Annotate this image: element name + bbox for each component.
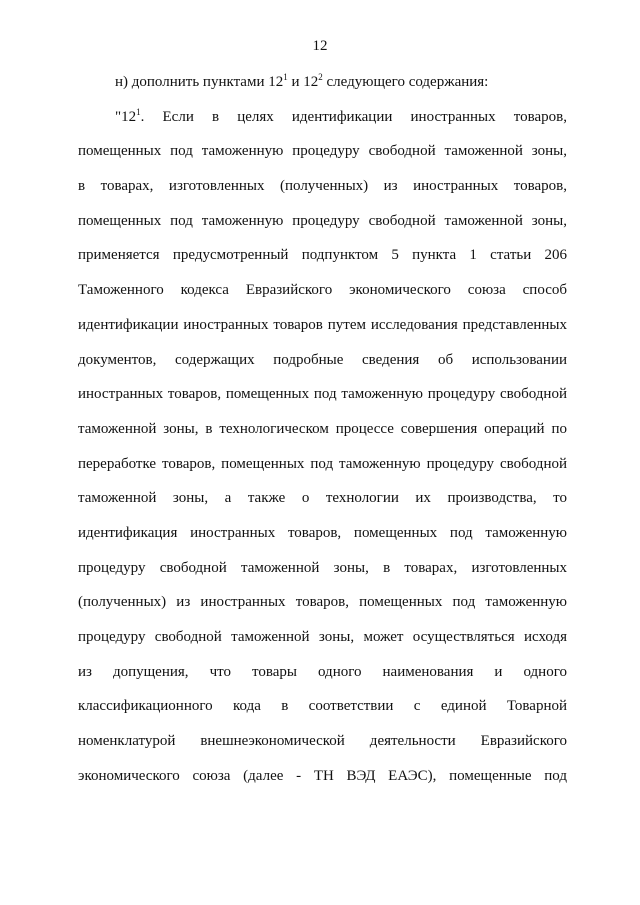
text-line: идентификации иностранных товаров путем исследования представленных — [78, 316, 567, 333]
intro-middle: и 12 — [287, 74, 319, 90]
text-line: номенклатурой внешнеэкономической деятельности Евразийского — [78, 733, 567, 750]
text-line: иностранных товаров, помещенных под таможенную процедуру свободной — [78, 386, 567, 403]
clause-number-sup: 1 — [136, 106, 141, 117]
text-line: процедуру свободной таможенной зоны, в товарах, изготовленных — [78, 559, 567, 576]
first-line-rest: . Если в целях идентификации иностранных товаров, — [140, 108, 567, 125]
paragraph-first-line — [78, 107, 567, 142]
body-text — [78, 72, 567, 800]
text-line: помещенных под таможенную процедуру свободной таможенной зоны, — [78, 212, 567, 229]
text-line: переработке товаров, помещенных под таможенную процедуру свободной — [78, 455, 567, 472]
text-line: классификационного кода в соответствии с единой Товарной — [78, 698, 567, 715]
text-line: процедуру свободной таможенной зоны, может осуществляться исходя — [78, 629, 567, 645]
intro-sup-1: 1 — [283, 72, 288, 82]
text-line: применяется предусмотренный подпунктом 5 пункта 1 статьи 206 — [78, 247, 567, 264]
text-line: экономического союза (далее - ТН ВЭД ЕАЭС), помещенные под — [78, 767, 567, 784]
text-line: таможенной зоны, а также о технологии их производства, то — [78, 490, 567, 507]
intro-sup-2: 2 — [318, 72, 323, 82]
text-line: (полученных) из иностранных товаров, помещенных под таможенную — [78, 594, 567, 611]
text-line: помещенных под таможенную процедуру свободной таможенной зоны, — [78, 143, 567, 160]
text-line: таможенной зоны, в технологическом процессе совершения операций по — [78, 420, 567, 437]
page-number: 12 — [312, 38, 328, 54]
text-line: идентификация иностранных товаров, помещенных под таможенную — [78, 524, 567, 541]
text-line: в товарах, изготовленных (полученных) из иностранных товаров, — [78, 178, 567, 195]
text-line: из допущения, что товары одного наименования и одного — [78, 663, 567, 680]
text-line: Таможенного кодекса Евразийского экономического союза способ — [78, 282, 567, 299]
intro-suffix: следующего содержания: — [322, 74, 489, 90]
clause-number-prefix: "12 — [115, 108, 137, 125]
intro-prefix: н) дополнить пунктами 12 — [115, 74, 284, 90]
text-line: документов, содержащих подробные сведения об использовании — [78, 351, 567, 368]
intro-line — [78, 72, 567, 107]
